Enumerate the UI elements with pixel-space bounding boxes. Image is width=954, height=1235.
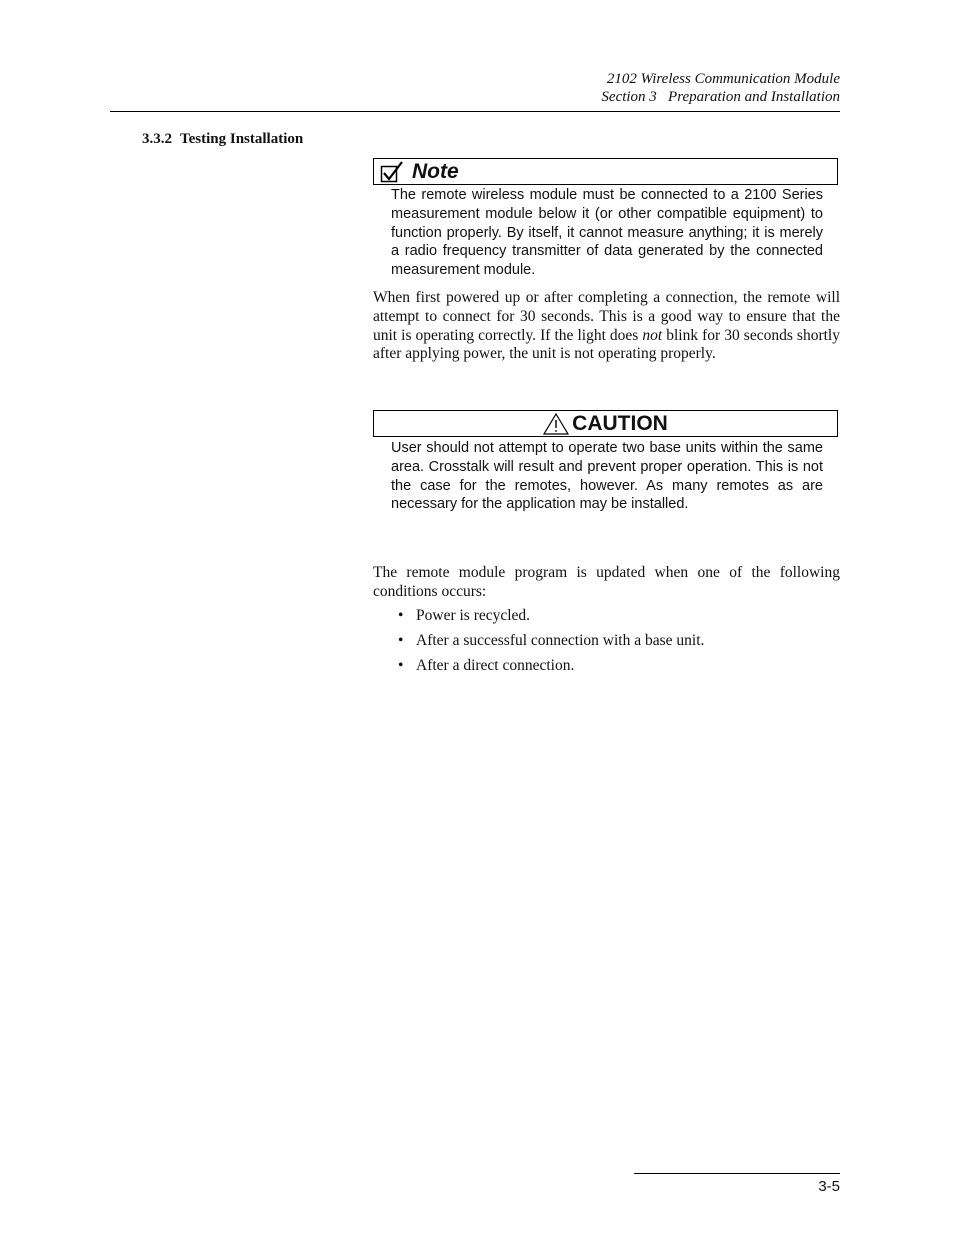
header-divider: [110, 111, 840, 112]
list-item-text: After a direct connection.: [416, 657, 575, 674]
testing-paragraph-text-end: blink for 30 seconds shortly after applying power, the unit is not operating properly.: [373, 326, 840, 363]
testing-paragraph-text: When first powered up or after completing a connection, the remote will attempt to connect for 30 seconds. This is a good way to ensure that the unit is operating correctly. If the light does: [373, 289, 840, 344]
bullet-glyph: •: [398, 632, 404, 649]
section-heading: [142, 130, 303, 148]
list-item: [398, 607, 704, 625]
header-section-title: Section 3 Preparation and Installation: [601, 89, 840, 105]
section-number: 3.3.2: [142, 131, 172, 147]
bullet-glyph: •: [398, 607, 404, 624]
note-callout-bar: [373, 158, 838, 185]
header-document-title: 2102 Wireless Communication Module: [606, 71, 840, 87]
list-item-text: After a successful connection with a base unit.: [416, 632, 705, 649]
caution-text: User should not attempt to operate two base units within the same area. Crosstalk will result and prevent proper operation. This is not the case for the remotes, however. As many remotes as are necessary for the application may be installed.: [391, 440, 823, 513]
footer-divider: [634, 1173, 840, 1174]
update-paragraph: The remote module program is updated when one of the following conditions occurs:: [373, 564, 840, 600]
list-item-text: Power is recycled.: [416, 607, 531, 624]
note-text: The remote wireless module must be connected to a 2100 Series measurement module below it (or other compatible equipment) to function properly. By itself, it cannot measure anything; it is merely a radio frequency transmitter of data generated by the connected measurement module.: [391, 187, 823, 279]
testing-paragraph-emphasis: not: [642, 326, 663, 344]
caution-title: CAUTION: [572, 411, 668, 435]
list-item: [398, 632, 704, 650]
testing-paragraph: [373, 289, 840, 364]
list-item: [398, 657, 704, 675]
bullet-glyph: •: [398, 657, 404, 674]
caution-callout-bar: [373, 410, 838, 437]
running-header: [601, 70, 840, 106]
warning-triangle-icon: [543, 413, 569, 435]
section-title: Testing Installation: [180, 131, 304, 147]
page-number: 3-5: [818, 1178, 840, 1195]
note-title: Note: [412, 159, 459, 183]
checkbox-check-icon: [380, 161, 404, 183]
update-conditions-list: [398, 607, 704, 682]
